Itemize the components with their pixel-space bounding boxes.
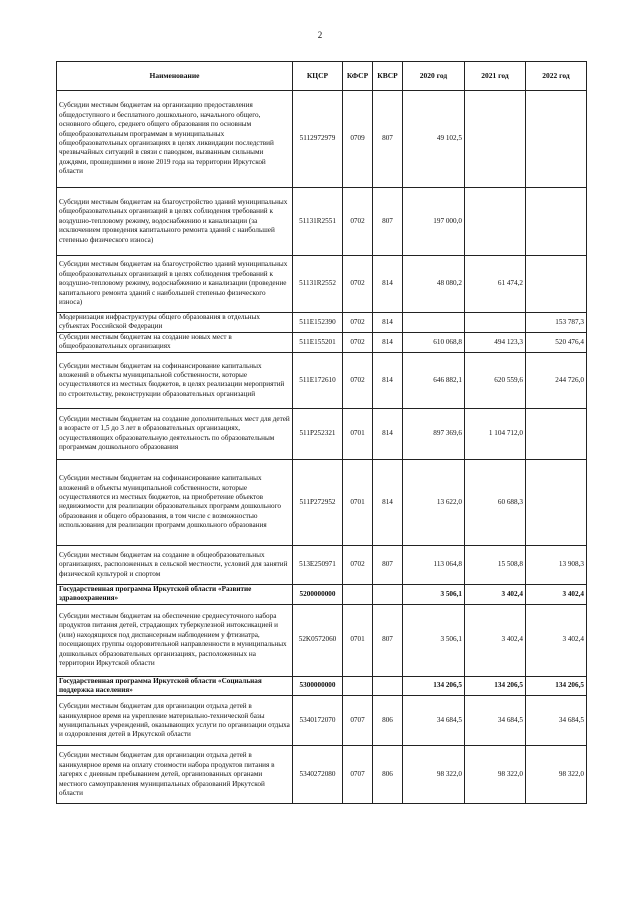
header-2022: 2022 год bbox=[526, 62, 587, 91]
budget-table bbox=[56, 61, 587, 804]
header-name: Наименование bbox=[57, 62, 293, 91]
cell-2021 bbox=[465, 188, 526, 256]
cell-kvsr bbox=[373, 676, 403, 696]
cell-name: Субсидии местным бюджетам на создание в общеобразовательных организациях, расположенных в сельской местности, условий для занятий физической культурой и спортом bbox=[57, 545, 293, 584]
cell-kfsr: 0702 bbox=[343, 332, 373, 352]
cell-2020: 48 080,2 bbox=[403, 256, 465, 313]
cell-name: Субсидии местным бюджетам на создание новых мест в общеобразовательных организациях bbox=[57, 332, 293, 352]
cell-2022: 520 476,4 bbox=[526, 332, 587, 352]
cell-name: Субсидии местным бюджетам на софинансирование капитальных вложений в объекты муниципальной собственности, которые осуществляются из местных бюджетов, в целях реализации мероприятий по строительству, реконструкции образовательных организаций bbox=[57, 352, 293, 408]
cell-kvsr: 814 bbox=[373, 256, 403, 313]
cell-2020: 897 369,6 bbox=[403, 408, 465, 459]
cell-kcsr: 511P272952 bbox=[293, 459, 343, 545]
cell-2020: 49 102,5 bbox=[403, 91, 465, 188]
cell-kvsr: 814 bbox=[373, 459, 403, 545]
cell-kcsr: 513E250971 bbox=[293, 545, 343, 584]
cell-2021: 60 688,3 bbox=[465, 459, 526, 545]
cell-2021: 134 206,5 bbox=[465, 676, 526, 696]
cell-kcsr: 51131R2551 bbox=[293, 188, 343, 256]
header-2021: 2021 год bbox=[465, 62, 526, 91]
cell-kvsr: 814 bbox=[373, 313, 403, 333]
cell-name: Модернизация инфраструктуры общего образования в отдельных субъектах Российской Федерации bbox=[57, 313, 293, 333]
cell-2021: 494 123,3 bbox=[465, 332, 526, 352]
cell-kfsr: 0702 bbox=[343, 256, 373, 313]
table-row bbox=[57, 332, 587, 352]
cell-kcsr: 51131R2552 bbox=[293, 256, 343, 313]
cell-name: Государственная программа Иркутской области «Развитие здравоохранения» bbox=[57, 584, 293, 604]
cell-kvsr: 807 bbox=[373, 188, 403, 256]
cell-2021 bbox=[465, 313, 526, 333]
cell-kfsr: 0702 bbox=[343, 313, 373, 333]
cell-2020: 3 506,1 bbox=[403, 584, 465, 604]
cell-2022 bbox=[526, 256, 587, 313]
cell-2020: 3 506,1 bbox=[403, 604, 465, 676]
cell-kfsr bbox=[343, 676, 373, 696]
cell-2020: 610 068,8 bbox=[403, 332, 465, 352]
cell-kvsr: 814 bbox=[373, 352, 403, 408]
cell-kvsr: 806 bbox=[373, 696, 403, 746]
cell-kfsr: 0707 bbox=[343, 696, 373, 746]
header-2020: 2020 год bbox=[403, 62, 465, 91]
cell-kcsr: 5300000000 bbox=[293, 676, 343, 696]
table-row bbox=[57, 459, 587, 545]
cell-2022: 153 787,3 bbox=[526, 313, 587, 333]
cell-2021: 3 402,4 bbox=[465, 584, 526, 604]
cell-name: Субсидии местным бюджетам для организации отдыха детей в каникулярное время на оплату стоимости набора продуктов питания в лагерях с дневным пребыванием детей, организованных органами местного самоуправления муниципальных образований Иркутской области bbox=[57, 746, 293, 804]
cell-2022 bbox=[526, 91, 587, 188]
cell-2022: 13 908,3 bbox=[526, 545, 587, 584]
cell-kcsr: 5340272080 bbox=[293, 746, 343, 804]
table-row bbox=[57, 604, 587, 676]
cell-kfsr: 0701 bbox=[343, 459, 373, 545]
cell-2020: 113 064,8 bbox=[403, 545, 465, 584]
header-kvsr: КВСР bbox=[373, 62, 403, 91]
cell-2020: 34 684,5 bbox=[403, 696, 465, 746]
cell-kcsr: 5200000000 bbox=[293, 584, 343, 604]
cell-kcsr: 52K0572060 bbox=[293, 604, 343, 676]
cell-2022: 3 402,4 bbox=[526, 584, 587, 604]
cell-2020 bbox=[403, 313, 465, 333]
cell-name: Субсидии местным бюджетам на организацию предоставления общедоступного и бесплатного дошкольного, начального общего, основного общего, среднего общего образования по основным общеобразовательным программам в муниципальных общеобразовательных организациях в целях ликвидации последствий чрезвычайных ситуаций в связи с паводком, вызванным сильными дождями, прошедшими в июне 2019 года на территории Иркутской области bbox=[57, 91, 293, 188]
cell-kvsr: 806 bbox=[373, 746, 403, 804]
cell-2021: 61 474,2 bbox=[465, 256, 526, 313]
cell-name: Субсидии местным бюджетам для организации отдыха детей в каникулярное время на укрепление материально-технической базы муниципальных учреждений, оказывающих услуги по организации отдыха и оздоровления детей в Иркутской области bbox=[57, 696, 293, 746]
cell-kfsr: 0707 bbox=[343, 746, 373, 804]
cell-2022: 34 684,5 bbox=[526, 696, 587, 746]
cell-kvsr: 807 bbox=[373, 545, 403, 584]
table-row bbox=[57, 696, 587, 746]
cell-kcsr: 511E155201 bbox=[293, 332, 343, 352]
cell-kfsr: 0709 bbox=[343, 91, 373, 188]
table-header-row bbox=[57, 62, 587, 91]
cell-kcsr: 5112972979 bbox=[293, 91, 343, 188]
cell-2021: 3 402,4 bbox=[465, 604, 526, 676]
header-kcsr: КЦСР bbox=[293, 62, 343, 91]
table-row bbox=[57, 408, 587, 459]
cell-2021: 15 508,8 bbox=[465, 545, 526, 584]
cell-kcsr: 511P252321 bbox=[293, 408, 343, 459]
cell-kvsr: 814 bbox=[373, 332, 403, 352]
cell-kfsr: 0702 bbox=[343, 545, 373, 584]
cell-2021 bbox=[465, 91, 526, 188]
cell-name: Субсидии местным бюджетам на благоустройство зданий муниципальных общеобразовательных организаций в целях соблюдения требований к воздушно-тепловому режиму, водоснабжению и канализации (проведение капитального ремонта зданий с наибольшей степенью физического износа) bbox=[57, 256, 293, 313]
cell-name: Государственная программа Иркутской области «Социальная поддержка населения» bbox=[57, 676, 293, 696]
cell-2020: 197 000,0 bbox=[403, 188, 465, 256]
cell-kfsr: 0701 bbox=[343, 604, 373, 676]
table-row bbox=[57, 188, 587, 256]
cell-name: Субсидии местным бюджетам на благоустройство зданий муниципальных общеобразовательных организаций в целях соблюдения требований к воздушно-тепловому режиму, водоснабжению и канализации (за исключением проведения капитального ремонта зданий с наибольшей степенью физического износа) bbox=[57, 188, 293, 256]
cell-kcsr: 511E152390 bbox=[293, 313, 343, 333]
cell-2020: 134 206,5 bbox=[403, 676, 465, 696]
cell-2022 bbox=[526, 459, 587, 545]
cell-kvsr: 807 bbox=[373, 91, 403, 188]
table-row bbox=[57, 313, 587, 333]
cell-2022: 134 206,5 bbox=[526, 676, 587, 696]
cell-2022: 3 402,4 bbox=[526, 604, 587, 676]
table-row bbox=[57, 91, 587, 188]
cell-kvsr: 807 bbox=[373, 604, 403, 676]
cell-2020: 13 622,0 bbox=[403, 459, 465, 545]
cell-name: Субсидии местным бюджетам на создание дополнительных мест для детей в возрасте от 1,5 до 3 лет в образовательных организациях, осуществляющих образовательную деятельность по образовательным программам дошкольного образования bbox=[57, 408, 293, 459]
cell-2022 bbox=[526, 188, 587, 256]
header-kfsr: КФСР bbox=[343, 62, 373, 91]
table-row bbox=[57, 256, 587, 313]
cell-kfsr: 0702 bbox=[343, 352, 373, 408]
cell-2021: 620 559,6 bbox=[465, 352, 526, 408]
cell-kcsr: 5340172070 bbox=[293, 696, 343, 746]
cell-kvsr: 814 bbox=[373, 408, 403, 459]
page-number: 2 bbox=[317, 30, 323, 40]
cell-kfsr: 0701 bbox=[343, 408, 373, 459]
cell-2022 bbox=[526, 408, 587, 459]
cell-kfsr: 0702 bbox=[343, 188, 373, 256]
cell-2021: 98 322,0 bbox=[465, 746, 526, 804]
table-row bbox=[57, 676, 587, 696]
cell-2021: 34 684,5 bbox=[465, 696, 526, 746]
cell-kcsr: 511E172610 bbox=[293, 352, 343, 408]
cell-2020: 98 322,0 bbox=[403, 746, 465, 804]
table-row bbox=[57, 746, 587, 804]
cell-kvsr bbox=[373, 584, 403, 604]
cell-2022: 98 322,0 bbox=[526, 746, 587, 804]
cell-kfsr bbox=[343, 584, 373, 604]
cell-2020: 646 882,1 bbox=[403, 352, 465, 408]
cell-name: Субсидии местным бюджетам на софинансирование капитальных вложений в объекты муниципальной собственности, которые осуществляются из местных бюджетов, на приобретение объектов недвижимости для реализации образовательных программ дошкольного образования и общего образования, в том числе с возможностью использования для реализации программ дошкольного образования bbox=[57, 459, 293, 545]
cell-2022: 244 726,0 bbox=[526, 352, 587, 408]
table-row bbox=[57, 584, 587, 604]
cell-2021: 1 104 712,0 bbox=[465, 408, 526, 459]
cell-name: Субсидии местным бюджетам на обеспечение среднесуточного набора продуктов питания детей, страдающих туберкулезной интоксикацией и (или) находящихся под диспансерным наблюдением у фтизиатра, посещающих группы оздоровительной направленности в муниципальных дошкольных образовательных организациях, расположенных на территории Иркутской области bbox=[57, 604, 293, 676]
table-row bbox=[57, 352, 587, 408]
table-row bbox=[57, 545, 587, 584]
